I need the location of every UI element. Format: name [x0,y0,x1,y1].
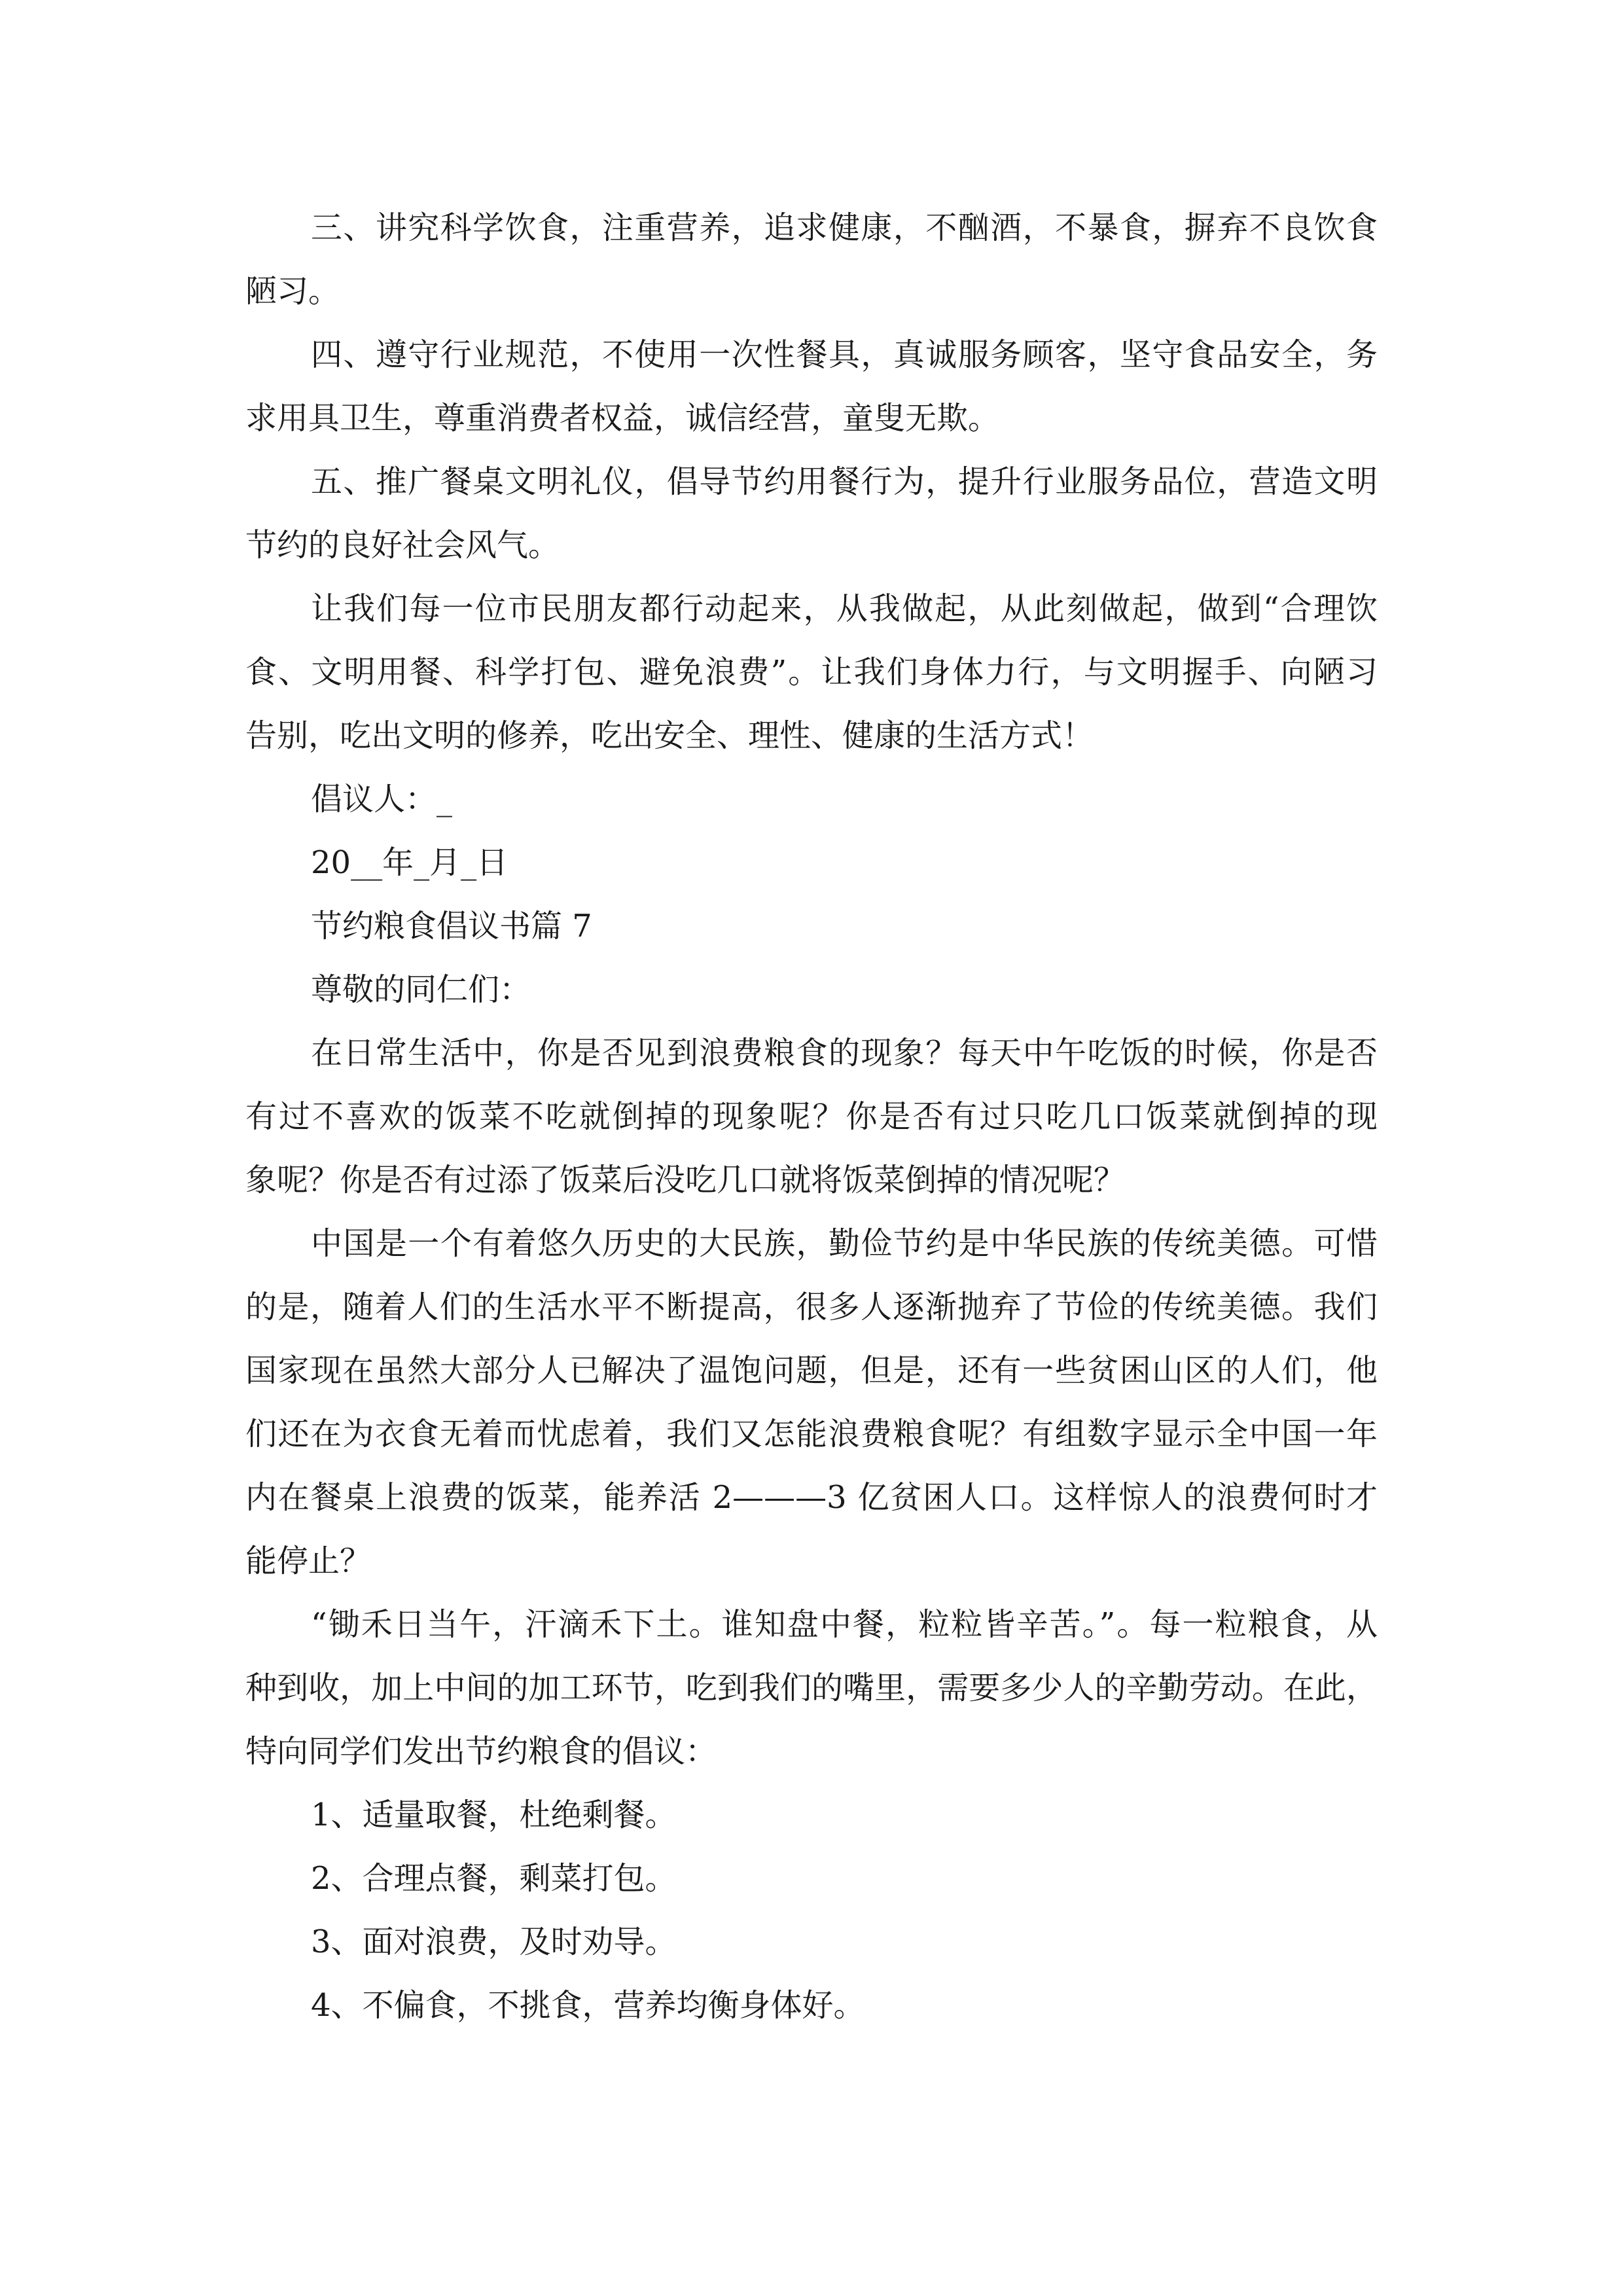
document-body [245,196,1378,2037]
text-line: 四、遵守行业规范，不使用一次性餐具，真诚服务顾客，坚守食品安全，务 [311,336,1378,373]
text-line: 特向同学们发出节约粮食的倡议： [245,1733,717,1770]
section-heading: 节约粮食倡议书篇 7 [311,908,592,944]
list-item: 3、面对浪费，及时劝导。 [311,1924,677,1960]
text-line: 五、推广餐桌文明礼仪，倡导节约用餐行为，提升行业服务品位，营造文明 [311,463,1378,500]
text-line: “锄禾日当午，汗滴禾下土。谁知盘中餐，粒粒皆辛苦。”。每一粒粮食，从 [311,1606,1378,1643]
list-item: 2、合理点餐，剩菜打包。 [311,1860,677,1897]
text-line: 内在餐桌上浪费的饭菜，能养活 2———3 亿贫困人口。这样惊人的浪费何时才 [245,1479,1378,1516]
list-item: 1、适量取餐，杜绝剩餐。 [311,1797,677,1833]
text-line: 能停止？ [245,1543,372,1579]
date-line: 20__年_月_日 [311,844,508,881]
text-line: 告别，吃出文明的修养，吃出安全、理性、健康的生活方式！ [245,717,1094,754]
text-line: 节约的良好社会风气。 [245,527,560,564]
signature-line: 倡议人：_ [311,781,453,817]
text-line: 求用具卫生，尊重消费者权益，诚信经营，童叟无欺。 [245,400,1000,437]
salutation: 尊敬的同仁们： [311,971,531,1008]
text-line: 种到收，加上中间的加工环节，吃到我们的嘴里，需要多少人的辛勤劳动。在此， [245,1670,1378,1706]
text-line: 食、文明用餐、科学打包、避免浪费”。让我们身体力行，与文明握手、向陋习 [245,654,1378,691]
text-line: 在日常生活中，你是否见到浪费粮食的现象？每天中午吃饭的时候，你是否 [311,1035,1378,1071]
text-line: 陋习。 [245,273,340,310]
text-line: 的是，随着人们的生活水平不断提高，很多人逐渐抛弃了节俭的传统美德。我们 [245,1289,1378,1325]
text-line: 们还在为衣食无着而忧虑着，我们又怎能浪费粮食呢？有组数字显示全中国一年 [245,1416,1378,1452]
text-line: 象呢？你是否有过添了饭菜后没吃几口就将饭菜倒掉的情况呢？ [245,1162,1126,1198]
text-line: 有过不喜欢的饭菜不吃就倒掉的现象呢？你是否有过只吃几口饭菜就倒掉的现 [245,1098,1378,1135]
text-line: 三、讲究科学饮食，注重营养，追求健康，不酗酒，不暴食，摒弃不良饮食 [311,209,1378,246]
list-item: 4、不偏食，不挑食，营养均衡身体好。 [311,1987,865,2024]
text-line: 国家现在虽然大部分人已解决了温饱问题，但是，还有一些贫困山区的人们，他 [245,1352,1378,1389]
text-line: 中国是一个有着悠久历史的大民族，勤俭节约是中华民族的传统美德。可惜 [311,1225,1378,1262]
text-line: 让我们每一位市民朋友都行动起来，从我做起，从此刻做起，做到“合理饮 [311,590,1378,627]
